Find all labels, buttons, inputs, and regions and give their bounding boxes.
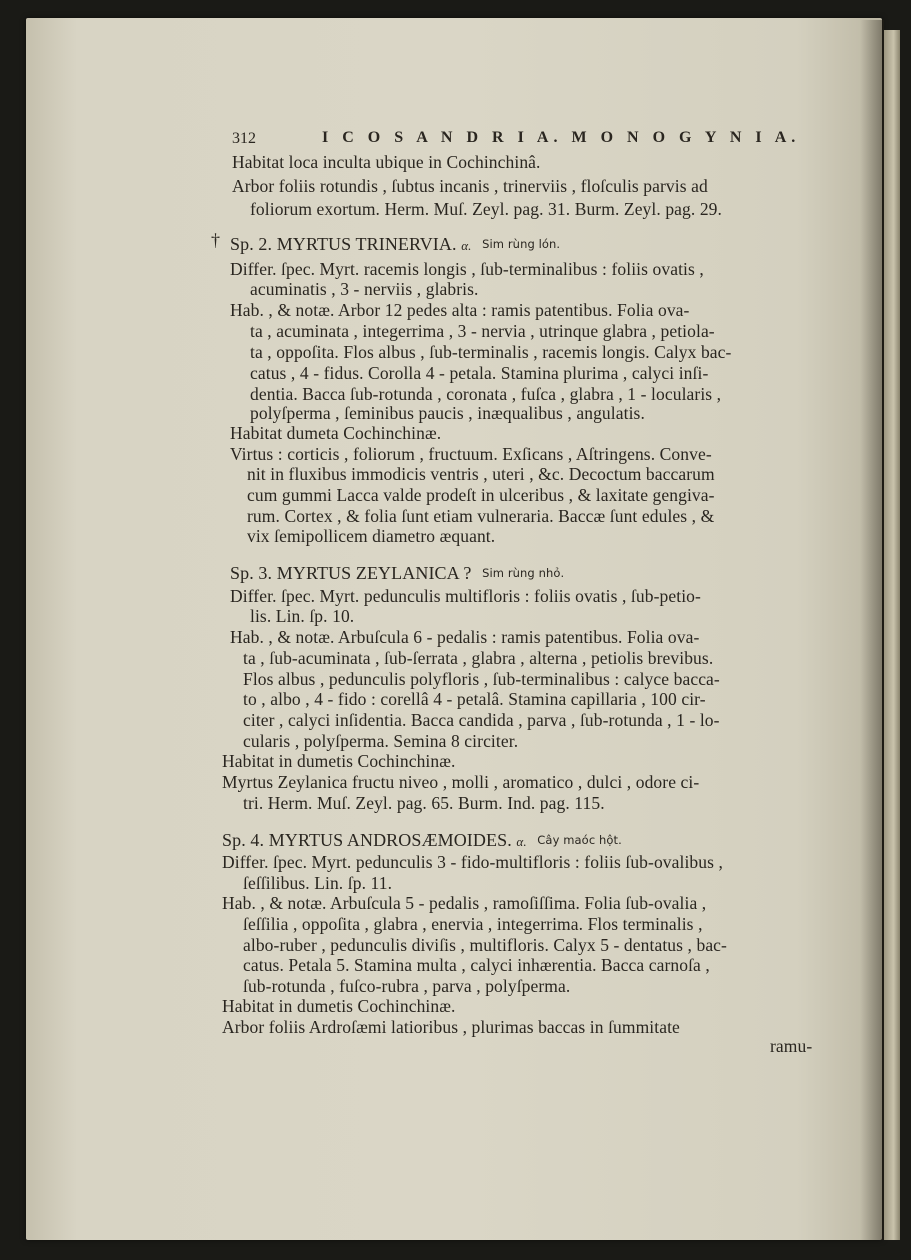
species-label: Sp. 2. [230,234,273,254]
text-line: citer , calyci inſidentia. Bacca candida , parva , ſub-rotunda , 1 - lo- [243,710,720,730]
species-heading [230,234,560,256]
alpha-mark: α. [461,238,472,253]
text-line: Flos albus , pedunculis polyfloris , ſub-terminalibus : calyce bacca- [243,669,720,689]
species-name: MYRTUS ZEYLANICA ? [276,563,472,583]
text-line: Habitat in dumetis Cochinchinæ. [222,751,456,771]
text-line: Myrtus Zeylanica fructu niveo , molli , aromatico , dulci , odore ci- [222,772,700,792]
catchword: ramu- [770,1036,813,1056]
text-line: Habitat dumeta Cochinchinæ. [230,423,442,443]
text-line: ſub-rotunda , fuſco-rubra , parva , polyſperma. [243,976,571,996]
species-name: MYRTUS ANDROSÆMOIDES. [268,830,512,850]
text-line: Virtus : corticis , foliorum , fructuum. Exſicans , Aſtringens. Conve- [230,444,712,464]
text-line: Differ. ſpec. Myrt. pedunculis multifloris : foliis ovatis , ſub-petio- [230,586,701,606]
text-line: Habitat loca inculta ubique in Cochinchinâ. [232,152,541,172]
vernacular-name: Cây maóc hột. [537,833,622,847]
text-line: ta , oppoſita. Flos albus , ſub-terminalis , racemis longis. Calyx bac- [250,342,732,362]
text-line: nit in fluxibus immodicis ventris , uteri , &c. Decoctum baccarum [247,464,715,484]
text-line: Differ. ſpec. Myrt. racemis longis , ſub-terminalibus : foliis ovatis , [230,259,704,279]
running-head: I C O S A N D R I A. M O N O G Y N I A. [322,129,801,146]
vernacular-name: Sim rùng lón. [482,237,561,251]
text-line: Habitat in dumetis Cochinchinæ. [222,996,456,1016]
species-label: Sp. 3. [230,563,273,583]
text-line: Arbor foliis rotundis , ſubtus incanis , trinerviis , floſculis parvis ad [232,176,708,196]
text-line: ſeſſilia , oppoſita , glabra , enervia , integerrima. Flos terminalis , [243,914,703,934]
text-line: ta , acuminata , integerrima , 3 - nervia , utrinque glabra , petiola- [250,321,715,341]
text-line: foliorum exortum. Herm. Muſ. Zeyl. pag. 31. Burm. Zeyl. pag. 29. [250,199,723,219]
text-line: lis. Lin. ſp. 10. [250,606,355,626]
text-line: ſeſſilibus. Lin. ſp. 11. [243,873,393,893]
text-line: vix ſemipollicem diametro æquant. [247,526,496,546]
text-line: Hab. , & notæ. Arbuſcula 6 - pedalis : ramis patentibus. Folia ova- [230,627,700,647]
text-line: Hab. , & notæ. Arbor 12 pedes alta : ramis patentibus. Folia ova- [230,300,690,320]
vernacular-name: Sim rùng nhỏ. [482,566,565,580]
text-line: to , albo , 4 - fido : corellâ 4 - petalâ. Stamina capillaria , 100 cir- [243,689,706,709]
dagger-marker: † [211,230,220,250]
gutter-shadow [860,20,884,1240]
text-line: rum. Cortex , & folia ſunt etiam vulneraria. Baccæ ſunt edules , & [247,506,715,526]
text-line: cularis , polyſperma. Semina 8 circiter. [243,731,519,751]
alpha-mark: α. [516,834,527,849]
text-line: ta , ſub-acuminata , ſub-ſerrata , glabra , alterna , petiolis brevibus. [243,648,714,668]
text-line: tri. Herm. Muſ. Zeyl. pag. 65. Burm. Ind. pag. 115. [243,793,605,813]
text-line: polyſperma , ſeminibus paucis , inæqualibus , angulatis. [250,403,645,423]
text-line: acuminatis , 3 - nerviis , glabris. [250,279,479,299]
species-name: MYRTUS TRINERVIA. [276,234,457,254]
text-line: catus. Petala 5. Stamina multa , calyci inhærentia. Bacca carnoſa , [243,955,710,975]
text-line: cum gummi Lacca valde prodeſt in ulceribus , & laxitate gengiva- [247,485,715,505]
text-line: albo-ruber , pedunculis diviſis , multifloris. Calyx 5 - dentatus , bac- [243,935,727,955]
species-heading [230,563,564,583]
next-page-edge [884,30,900,1240]
species-heading [222,830,622,852]
text-line: Arbor foliis Ardroſæmi latioribus , plurimas baccas in ſummitate [222,1017,680,1037]
species-label: Sp. 4. [222,830,265,850]
page-number: 312 [232,130,256,147]
text-line: catus , 4 - fidus. Corolla 4 - petala. Stamina plurima , calyci inſi- [250,363,709,383]
text-line: Hab. , & notæ. Arbuſcula 5 - pedalis , ramoſiſſima. Folia ſub-ovalia , [222,893,707,913]
text-line: Differ. ſpec. Myrt. pedunculis 3 - fido-multifloris : foliis ſub-ovalibus , [222,852,723,872]
text-line: dentia. Bacca ſub-rotunda , coronata , fuſca , glabra , 1 - locularis , [250,384,722,404]
